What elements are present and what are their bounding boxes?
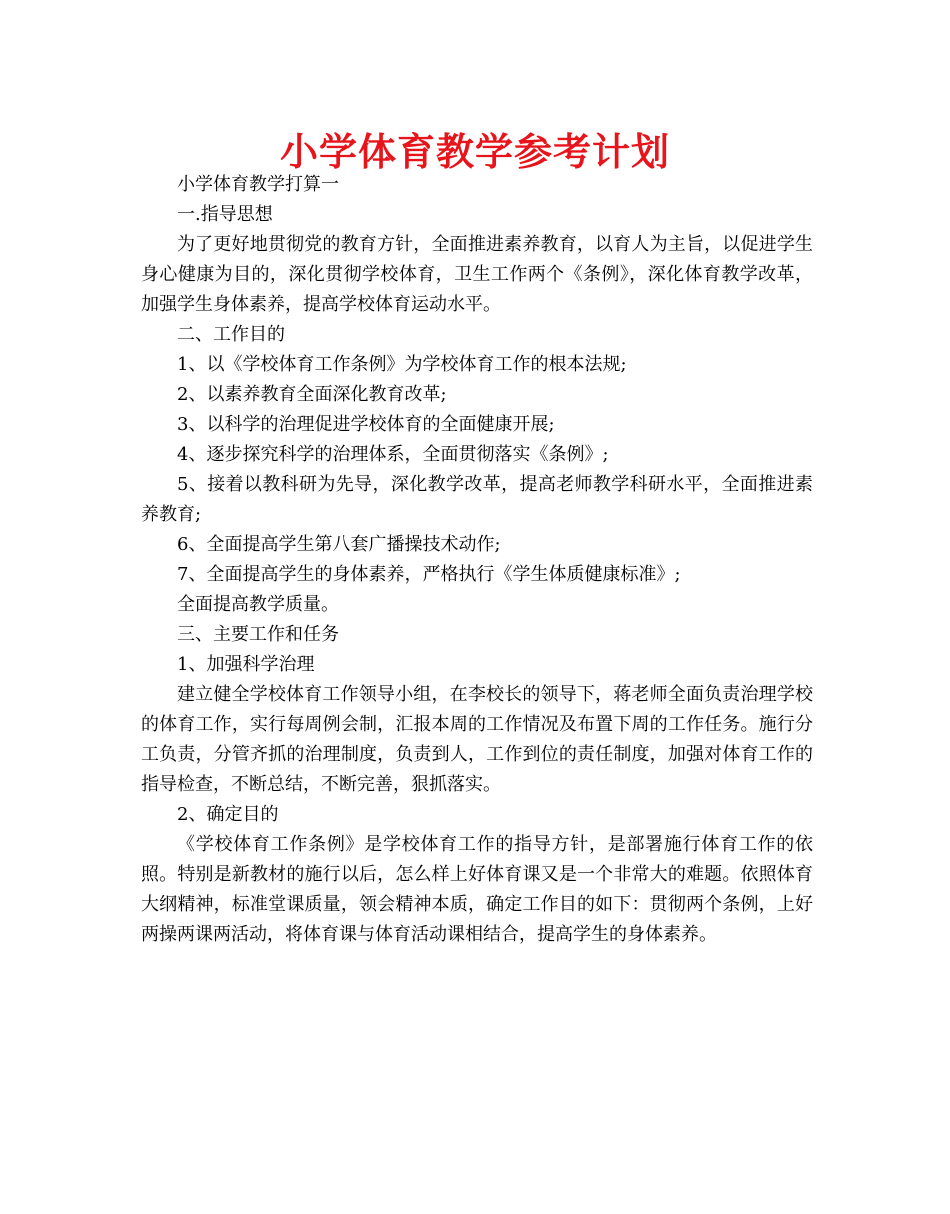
paragraph-11: 7、全面提高学生的身体素养，严格执行《学生体质健康标准》; xyxy=(177,564,681,585)
document-body xyxy=(141,170,813,950)
paragraph-1: 小学体育教学打算一 xyxy=(177,174,339,195)
paragraph-15: 建立健全学校体育工作领导小组，在李校长的领导下，蒋老师全面负责治理学校的体育工作，实行每周例会制，汇报本周的工作情况及布置下周的工作任务。施行分工负责，分管齐抓的治理制度，负责到人，工作到位的责任制度，加强对体育工作的指导检查，不断总结，不断完善，狠抓落实。 xyxy=(141,684,813,795)
paragraph-17: 《学校体育工作条例》是学校体育工作的指导方针，是部署施行体育工作的依照。特别是新教材的施行以后，怎么样上好体育课又是一个非常大的难题。依照体育大纲精神，标准堂课质量，领会精神本质，确定工作目的如下：贯彻两个条例，上好两操两课两活动，将体育课与体育活动课相结合，提高学生的身体素养。 xyxy=(141,834,813,945)
paragraph-12: 全面提高教学质量。 xyxy=(177,594,339,615)
paragraph-9: 5、接着以教科研为先导，深化教学改革，提高老师教学科研水平，全面推进素养教育; xyxy=(141,474,813,525)
paragraph-2: 一.指导思想 xyxy=(177,204,273,225)
paragraph-5: 1、以《学校体育工作条例》为学校体育工作的根本法规; xyxy=(177,354,627,375)
paragraph-8: 4、逐步探究科学的治理体系，全面贯彻落实《条例》; xyxy=(177,444,609,465)
paragraph-7: 3、以科学的治理促进学校体育的全面健康开展; xyxy=(177,414,555,435)
document-title: 小学体育教学参考计划 xyxy=(279,130,670,174)
paragraph-10: 6、全面提高学生第八套广播操技术动作; xyxy=(177,534,501,555)
paragraph-16: 2、确定目的 xyxy=(177,804,279,825)
paragraph-14: 1、加强科学治理 xyxy=(177,654,315,675)
paragraph-6: 2、以素养教育全面深化教育改革; xyxy=(177,384,447,405)
paragraph-4: 二、工作目的 xyxy=(177,324,285,345)
paragraph-3: 为了更好地贯彻党的教育方针，全面推进素养教育，以育人为主旨，以促进学生身心健康为目的，深化贯彻学校体育，卫生工作两个《条例》，深化体育教学改革，加强学生身体素养，提高学校体育运动水平。 xyxy=(141,234,813,315)
paragraph-13: 三、主要工作和任务 xyxy=(177,624,339,645)
